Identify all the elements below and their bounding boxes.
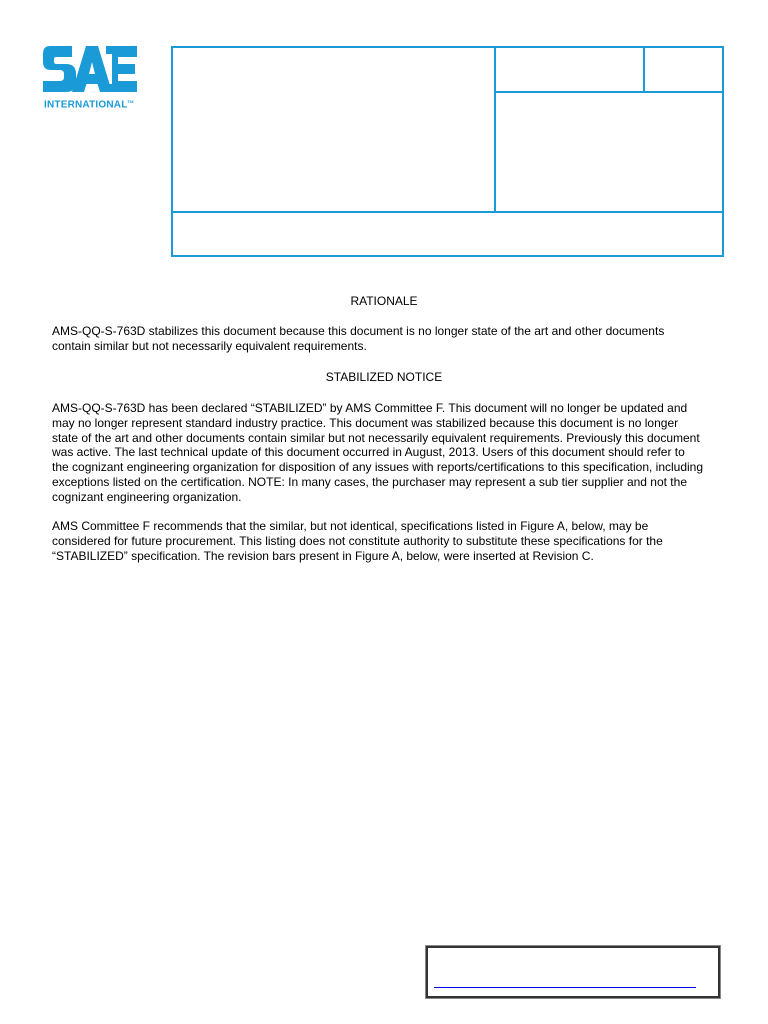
sae-logo-mark [42, 44, 138, 94]
notice-line: may no longer represent standard industry practice. This document was stabilized because this document is no longer [52, 415, 679, 430]
notice-line: considered for future procurement. This listing does not constitute authority to substitute these specifications for the [52, 533, 663, 548]
notice-line: the cognizant engineering organization for disposition of any issues with reports/certifications to this specification, including [52, 460, 704, 475]
rationale-line: contain similar but not necessarily equivalent requirements. [52, 338, 367, 353]
logo-wordmark: INTERNATIONAL™ [44, 99, 134, 111]
stabilized-notice-heading: STABILIZED NOTICE [325, 370, 443, 384]
notice-line: AMS Committee F recommends that the similar, but not identical, specifications listed in Figure A, below, may be [52, 519, 649, 533]
header-title-box [171, 46, 496, 213]
notice-line: AMS-QQ-S-763D has been declared “STABILIZED” by AMS Committee F. This document will no longer be updated and [52, 401, 688, 415]
notice-line: state of the art and other documents contain similar but not necessarily equivalent requirements. Previously this document [52, 430, 700, 445]
header-dates-box [494, 91, 724, 213]
header-revision-box [643, 46, 724, 93]
sae-international-logo [42, 44, 152, 114]
rationale-heading: RATIONALE [350, 294, 418, 308]
rationale-paragraph [52, 324, 742, 354]
notice-line: “STABILIZED” specification. The revision bars present in Figure A, below, were inserted at Revision C. [52, 548, 594, 563]
header-subject-box [171, 211, 724, 257]
footer-link[interactable] [434, 987, 696, 988]
header-doc-number-box [494, 46, 645, 93]
rationale-line: AMS-QQ-S-763D stabilizes this document because this document is no longer state of the art and other documents [52, 324, 665, 338]
stabilized-notice-paragraph-1 [52, 401, 742, 505]
footer-link-box [426, 946, 720, 998]
notice-line: cognizant engineering organization. [52, 489, 242, 504]
notice-line: exceptions listed on the certification. NOTE: In many cases, the purchaser may represent a sub tier supplier and not the [52, 474, 687, 489]
stabilized-notice-paragraph-2 [52, 519, 742, 563]
notice-line: was active. The last technical update of this document occurred in August, 2013. Users of this document should refer to [52, 445, 685, 460]
